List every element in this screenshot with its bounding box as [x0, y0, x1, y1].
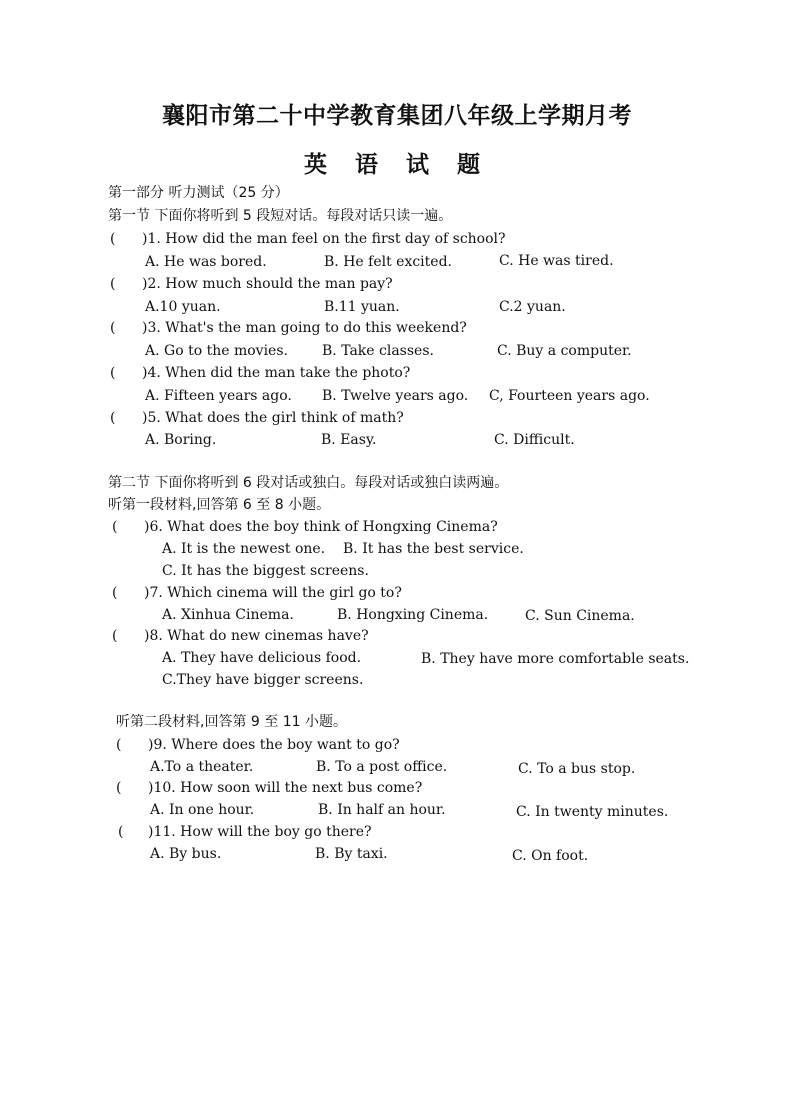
answer-paren: (	[110, 231, 116, 247]
answer-paren: (	[118, 824, 124, 840]
question-1-option-b: B. He felt excited.	[324, 254, 452, 270]
section2-instruction: 第二节 下面你将听到 6 段对话或独白。每段对话或独白读两遍。	[108, 475, 509, 491]
question-7-option-c: C. Sun Cinema.	[525, 608, 635, 624]
question-6-option-a: A. It is the newest one.	[162, 541, 326, 557]
question-9-option-c: C. To a bus stop.	[518, 761, 636, 777]
question-9-option-b: B. To a post office.	[316, 759, 448, 775]
question-8-option-a: A. They have delicious food.	[162, 650, 362, 666]
section1-instruction: 第一节 下面你将听到 5 段短对话。每段对话只读一遍。	[108, 208, 453, 224]
question-5-option-a: A. Boring.	[145, 432, 217, 448]
question-11-option-c: C. On foot.	[512, 848, 589, 864]
group1-label: 听第一段材料,回答第 6 至 8 小题。	[108, 497, 331, 513]
question-9: )9. Where does the boy want to go?	[148, 737, 400, 753]
question-6: )6. What does the boy think of Hongxing Cinema?	[144, 519, 498, 535]
question-4-option-b: B. Twelve years ago.	[322, 388, 469, 404]
question-8-option-c: C.They have bigger screens.	[162, 672, 364, 688]
question-5: )5. What does the girl think of math?	[142, 410, 404, 426]
question-5-option-b: B. Easy.	[321, 432, 377, 448]
question-7-option-a: A. Xinhua Cinema.	[162, 607, 294, 623]
question-4-option-a: A. Fifteen years ago.	[145, 388, 292, 404]
question-3: )3. What's the man going to do this weekend?	[142, 320, 467, 336]
answer-paren: (	[112, 585, 118, 601]
question-3-option-b: B. Take classes.	[322, 343, 434, 359]
question-7: )7. Which cinema will the girl go to?	[144, 585, 402, 601]
question-11-option-b: B. By taxi.	[315, 846, 388, 862]
answer-paren: (	[110, 410, 116, 426]
part1-heading: 第一部分 听力测试（25 分）	[108, 185, 289, 201]
question-8-option-b: B. They have more comfortable seats.	[421, 651, 690, 667]
question-2-option-b: B.11 yuan.	[324, 299, 400, 315]
question-2-option-c: C.2 yuan.	[499, 299, 566, 315]
question-4-option-c: C, Fourteen years ago.	[489, 388, 650, 404]
question-9-option-a: A.To a theater.	[150, 759, 254, 775]
question-10-option-a: A. In one hour.	[150, 802, 255, 818]
question-3-option-a: A. Go to the movies.	[145, 343, 288, 359]
exam-subtitle: 英 语 试 题	[303, 152, 491, 178]
question-8: )8. What do new cinemas have?	[144, 628, 369, 644]
answer-paren: (	[110, 276, 116, 292]
question-3-option-c: C. Buy a computer.	[497, 343, 632, 359]
question-5-option-c: C. Difficult.	[494, 432, 575, 448]
answer-paren: (	[112, 628, 118, 644]
answer-paren: (	[110, 365, 116, 381]
question-6-option-b: B. It has the best service.	[343, 541, 524, 557]
question-2-option-a: A.10 yuan.	[145, 299, 221, 315]
group2-label: 听第二段材料,回答第 9 至 11 小题。	[116, 714, 347, 730]
question-11-option-a: A. By bus.	[150, 846, 222, 862]
answer-paren: (	[112, 519, 118, 535]
answer-paren: (	[116, 780, 122, 796]
question-6-option-c: C. It has the biggest screens.	[162, 563, 369, 579]
question-7-option-b: B. Hongxing Cinema.	[337, 607, 489, 623]
question-10-option-c: C. In twenty minutes.	[516, 804, 669, 820]
question-1: )1. How did the man feel on the first day of school?	[142, 231, 506, 247]
question-1-option-a: A. He was bored.	[145, 254, 267, 270]
question-1-option-c: C. He was tired.	[499, 253, 614, 269]
question-11: )11. How will the boy go there?	[148, 824, 372, 840]
question-4: )4. When did the man take the photo?	[142, 365, 411, 381]
question-10: )10. How soon will the next bus come?	[148, 780, 423, 796]
answer-paren: (	[116, 737, 122, 753]
exam-title: 襄阳市第二十中学教育集团八年级上学期月考	[162, 103, 632, 129]
question-2: )2. How much should the man pay?	[142, 276, 393, 292]
question-10-option-b: B. In half an hour.	[318, 802, 446, 818]
answer-paren: (	[110, 320, 116, 336]
